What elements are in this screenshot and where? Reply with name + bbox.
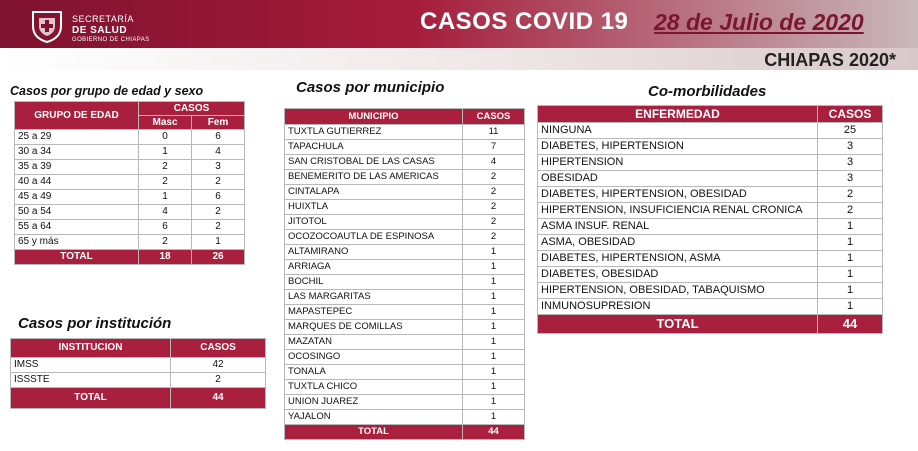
table-cell-cases: 2 xyxy=(818,203,883,219)
table-cell-group: 45 a 49 xyxy=(15,190,139,205)
table-row xyxy=(15,160,245,175)
table-row xyxy=(285,215,525,230)
health-secretary-logo xyxy=(18,4,178,48)
municipality-total-label: TOTAL xyxy=(285,425,463,440)
table-cell-cases: 1 xyxy=(818,251,883,267)
table-cell-group: 30 a 34 xyxy=(15,145,139,160)
table-row xyxy=(285,140,525,155)
table-row xyxy=(285,230,525,245)
table-cell-name: HIPERTENSION, INSUFICIENCIA RENAL CRONICA xyxy=(538,203,818,219)
table-cell-fem: 3 xyxy=(192,160,245,175)
comorbidity-total-value: 44 xyxy=(818,315,883,334)
table-row xyxy=(285,395,525,410)
age-total-fem: 26 xyxy=(192,250,245,265)
table-cell-masc: 2 xyxy=(139,160,192,175)
table-cell-cases: 11 xyxy=(463,125,525,140)
table-row xyxy=(538,187,883,203)
table-cell-name: TUXTLA GUTIERREZ xyxy=(285,125,463,140)
table-row xyxy=(11,358,266,373)
table-cell-cases: 1 xyxy=(463,320,525,335)
state-label: CHIAPAS 2020* xyxy=(764,50,896,70)
table-row xyxy=(285,320,525,335)
table-cell-cases: 1 xyxy=(818,235,883,251)
table-cell-name: BENEMERITO DE LAS AMERICAS xyxy=(285,170,463,185)
age-col-fem: Fem xyxy=(192,116,245,130)
table-cell-fem: 6 xyxy=(192,190,245,205)
comorbidity-total-label: TOTAL xyxy=(538,315,818,334)
comorbidity-section-title: Co-morbilidades xyxy=(648,83,767,100)
institution-total-row xyxy=(11,388,266,409)
table-cell-name: HUIXTLA xyxy=(285,200,463,215)
table-cell-name: TUXTLA CHICO xyxy=(285,380,463,395)
table-row xyxy=(285,305,525,320)
table-row xyxy=(538,219,883,235)
table-row xyxy=(285,275,525,290)
table-cell-cases: 3 xyxy=(818,139,883,155)
table-cell-cases: 42 xyxy=(171,358,266,373)
table-row xyxy=(538,283,883,299)
table-row xyxy=(285,350,525,365)
table-cell-name: ASMA, OBESIDAD xyxy=(538,235,818,251)
table-row xyxy=(285,155,525,170)
table-row xyxy=(11,373,266,388)
age-total-masc: 18 xyxy=(139,250,192,265)
table-cell-name: IMSS xyxy=(11,358,171,373)
age-table xyxy=(14,101,245,265)
table-cell-masc: 0 xyxy=(139,130,192,145)
table-cell-name: CINTALAPA xyxy=(285,185,463,200)
table-cell-cases: 1 xyxy=(463,290,525,305)
table-cell-cases: 2 xyxy=(463,215,525,230)
municipality-section-title: Casos por municipio xyxy=(296,79,445,96)
table-row xyxy=(285,200,525,215)
table-row xyxy=(285,410,525,425)
table-row xyxy=(538,235,883,251)
municipality-table xyxy=(284,108,525,440)
table-cell-cases: 4 xyxy=(463,155,525,170)
table-cell-cases: 2 xyxy=(818,187,883,203)
table-cell-cases: 1 xyxy=(463,365,525,380)
table-cell-group: 40 a 44 xyxy=(15,175,139,190)
table-cell-cases: 1 xyxy=(818,219,883,235)
table-row xyxy=(538,299,883,315)
table-cell-name: DIABETES, HIPERTENSION, OBESIDAD xyxy=(538,187,818,203)
institution-total-value: 44 xyxy=(171,388,266,409)
table-cell-name: DIABETES, HIPERTENSION xyxy=(538,139,818,155)
table-cell-name: ARRIAGA xyxy=(285,260,463,275)
table-row xyxy=(15,220,245,235)
table-row xyxy=(538,251,883,267)
table-cell-group: 50 a 54 xyxy=(15,205,139,220)
table-row xyxy=(538,171,883,187)
age-col-group: GRUPO DE EDAD xyxy=(15,102,139,130)
table-cell-masc: 6 xyxy=(139,220,192,235)
institution-col-cases: CASOS xyxy=(171,339,266,358)
municipality-total-row xyxy=(285,425,525,440)
age-total-row xyxy=(15,250,245,265)
institution-section-title: Casos por institución xyxy=(18,315,172,332)
table-cell-fem: 1 xyxy=(192,235,245,250)
table-cell-name: ALTAMIRANO xyxy=(285,245,463,260)
table-row xyxy=(15,175,245,190)
institution-total-label: TOTAL xyxy=(11,388,171,409)
table-cell-cases: 1 xyxy=(463,335,525,350)
table-cell-name: TAPACHULA xyxy=(285,140,463,155)
table-cell-name: SAN CRISTOBAL DE LAS CASAS xyxy=(285,155,463,170)
table-cell-name: ASMA INSUF. RENAL xyxy=(538,219,818,235)
comorbidity-table xyxy=(537,105,883,334)
table-cell-name: OBESIDAD xyxy=(538,171,818,187)
page-title: CASOS COVID 19 xyxy=(420,8,629,35)
table-row xyxy=(15,205,245,220)
age-table-body xyxy=(15,130,245,250)
table-row xyxy=(285,380,525,395)
table-cell-name: DIABETES, HIPERTENSION, ASMA xyxy=(538,251,818,267)
municipality-total-value: 44 xyxy=(463,425,525,440)
table-cell-name: HIPERTENSION, OBESIDAD, TABAQUISMO xyxy=(538,283,818,299)
table-cell-name: OCOSINGO xyxy=(285,350,463,365)
table-cell-name: INMUNOSUPRESION xyxy=(538,299,818,315)
table-cell-masc: 1 xyxy=(139,190,192,205)
table-cell-name: TONALA xyxy=(285,365,463,380)
table-row xyxy=(538,267,883,283)
table-cell-fem: 6 xyxy=(192,130,245,145)
comorbidity-col-disease: ENFERMEDAD xyxy=(538,106,818,123)
table-cell-cases: 2 xyxy=(463,170,525,185)
table-cell-name: YAJALON xyxy=(285,410,463,425)
table-cell-cases: 7 xyxy=(463,140,525,155)
table-row xyxy=(538,139,883,155)
table-cell-cases: 1 xyxy=(463,305,525,320)
comorbidity-total-row xyxy=(538,315,883,334)
table-cell-cases: 2 xyxy=(463,185,525,200)
table-cell-group: 65 y más xyxy=(15,235,139,250)
table-cell-group: 35 a 39 xyxy=(15,160,139,175)
institution-col-name: INSTITUCION xyxy=(11,339,171,358)
table-row xyxy=(285,290,525,305)
table-cell-masc: 4 xyxy=(139,205,192,220)
age-section-title: Casos por grupo de edad y sexo xyxy=(10,84,204,98)
table-cell-name: MARQUES DE COMILLAS xyxy=(285,320,463,335)
table-cell-cases: 1 xyxy=(463,275,525,290)
table-cell-cases: 1 xyxy=(463,380,525,395)
table-row xyxy=(538,123,883,139)
header-banner xyxy=(0,0,918,48)
table-row xyxy=(538,203,883,219)
table-cell-cases: 3 xyxy=(818,171,883,187)
municipality-table-body xyxy=(285,125,525,425)
table-cell-name: JITOTOL xyxy=(285,215,463,230)
table-row xyxy=(15,190,245,205)
comorbidity-col-cases: CASOS xyxy=(818,106,883,123)
table-row xyxy=(15,145,245,160)
table-cell-cases: 2 xyxy=(463,200,525,215)
table-cell-cases: 1 xyxy=(818,299,883,315)
age-total-label: TOTAL xyxy=(15,250,139,265)
table-row xyxy=(285,260,525,275)
table-row xyxy=(285,170,525,185)
table-cell-name: UNION JUAREZ xyxy=(285,395,463,410)
table-cell-cases: 1 xyxy=(818,283,883,299)
institution-table-body xyxy=(11,358,266,388)
municipality-col-cases: CASOS xyxy=(463,109,525,125)
table-cell-masc: 1 xyxy=(139,145,192,160)
table-cell-cases: 3 xyxy=(818,155,883,171)
logo-line-2: DE SALUD xyxy=(72,25,128,36)
table-cell-group: 55 a 64 xyxy=(15,220,139,235)
table-cell-name: LAS MARGARITAS xyxy=(285,290,463,305)
table-row xyxy=(15,130,245,145)
table-row xyxy=(285,335,525,350)
table-cell-cases: 1 xyxy=(463,395,525,410)
table-cell-fem: 2 xyxy=(192,175,245,190)
comorbidity-table-body xyxy=(538,123,883,315)
table-cell-name: BOCHIL xyxy=(285,275,463,290)
table-cell-fem: 2 xyxy=(192,205,245,220)
table-cell-masc: 2 xyxy=(139,175,192,190)
table-cell-cases: 2 xyxy=(463,230,525,245)
logo-line-1: SECRETARÍA xyxy=(72,14,134,24)
table-cell-fem: 4 xyxy=(192,145,245,160)
table-cell-cases: 25 xyxy=(818,123,883,139)
table-row xyxy=(285,245,525,260)
coat-of-arms-icon xyxy=(30,8,64,44)
age-col-masc: Masc xyxy=(139,116,192,130)
table-cell-name: ISSSTE xyxy=(11,373,171,388)
table-cell-group: 25 a 29 xyxy=(15,130,139,145)
table-cell-masc: 2 xyxy=(139,235,192,250)
table-cell-cases: 1 xyxy=(463,350,525,365)
table-cell-cases: 1 xyxy=(463,260,525,275)
table-cell-cases: 1 xyxy=(463,410,525,425)
age-col-cases: CASOS xyxy=(139,102,245,116)
table-cell-cases: 1 xyxy=(818,267,883,283)
table-cell-name: MAPASTEPEC xyxy=(285,305,463,320)
table-cell-name: MAZATAN xyxy=(285,335,463,350)
table-cell-name: NINGUNA xyxy=(538,123,818,139)
table-row xyxy=(285,185,525,200)
table-row xyxy=(285,125,525,140)
table-cell-name: HIPERTENSION xyxy=(538,155,818,171)
table-cell-fem: 2 xyxy=(192,220,245,235)
institution-table xyxy=(10,338,266,409)
municipality-col-name: MUNICIPIO xyxy=(285,109,463,125)
table-cell-name: DIABETES, OBESIDAD xyxy=(538,267,818,283)
logo-line-3: GOBIERNO DE CHIAPAS xyxy=(72,37,150,43)
table-cell-cases: 1 xyxy=(463,245,525,260)
table-row xyxy=(538,155,883,171)
table-row xyxy=(285,365,525,380)
table-cell-name: OCOZOCOAUTLA DE ESPINOSA xyxy=(285,230,463,245)
report-date: 28 de Julio de 2020 xyxy=(654,9,864,35)
table-row xyxy=(15,235,245,250)
table-cell-cases: 2 xyxy=(171,373,266,388)
